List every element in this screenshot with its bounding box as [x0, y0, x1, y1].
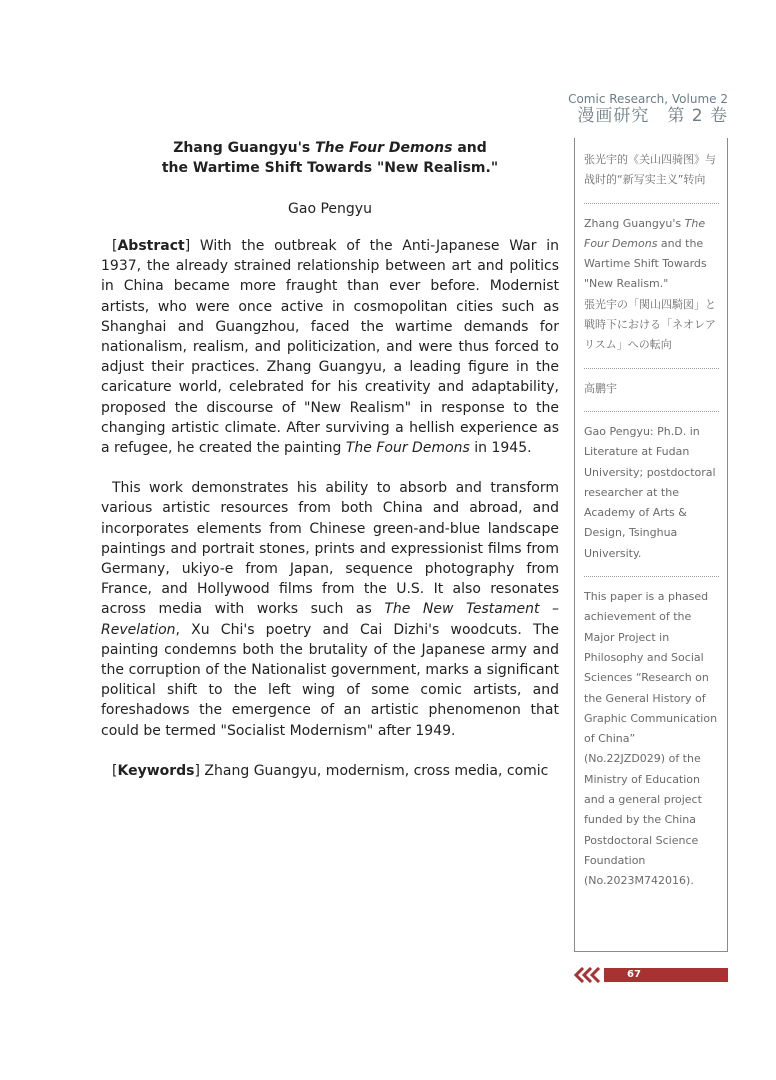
sidebar-divider: [584, 576, 719, 577]
journal-title-en: Comic Research, Volume 2: [568, 92, 728, 106]
keywords-paragraph: [Keywords] Zhang Guangyu, modernism, cross media, comic: [112, 762, 549, 779]
abstract-paragraph: [Abstract] With the outbreak of the Anti-Japanese War in 1937, the already strained relationship between art and politics in China became more fraught than ever before. Modernist artists, who were once active in cosmopolitan cities such as Shanghai and Guangzhou, faced the wartime demands for nationalism, realism, and politicization, and were thus forced to adjust their practices. Zhang Guangyu, a leading figure in the caricature world, celebrated for his creativity and adaptability, proposed the discourse of "New Realism" in response to the changing artistic climate. After surviving a hellish experience as a refugee, he created the painting The Four Demons in 1945.: [101, 238, 559, 457]
journal-header: [568, 92, 728, 126]
sidebar-divider: [584, 203, 719, 204]
sidebar-title-en-pre: Zhang Guangyu's: [584, 216, 685, 230]
article-title: [101, 138, 559, 178]
sidebar-bio: Gao Pengyu: Ph.D. in Literature at Fudan University; postdoctoral researcher at the Academy of Arts & Design, Tsinghua University.: [584, 424, 716, 560]
para2-text-1: This work demonstrates his ability to absorb and transform various artistic resources from both China and abroad, and incorporates elements from Chinese green-and-blue landscape paintings and portrait stones, prints and expressionist films from Germany, ukiyo-e from Japan, sequence photography from France, and Hollywood films from the U.S. It also resonates across media with works such as: [101, 480, 559, 618]
sidebar-titles: [584, 214, 719, 362]
abstract-text-1: With the outbreak of the Anti-Japanese War in 1937, the already strained relationship between art and politics in China became more fraught than ever before. Modernist artists, who were once active in cosmopolitan cities such as Shanghai and Guangzhou, faced the wartime demands for nationalism, realism, and politicization, and were thus forced to adjust their practices. Zhang Guangyu, a leading figure in the caricature world, celebrated for his creativity and adaptability, proposed the discourse of "New Realism" in response to the changing artistic climate. After surviving a hellish experience as a refugee, he created the painting: [101, 238, 559, 457]
page-footer: [574, 967, 728, 983]
body-paragraph: [101, 478, 559, 741]
abstract-italic: The Four Demons: [345, 440, 470, 457]
sidebar-title-en-post: and the Wartime Shift Towards "New Realism.": [584, 236, 707, 291]
title-line1-pre: Zhang Guangyu's: [173, 140, 316, 156]
sidebar-funding: This paper is a phased achievement of the Major Project in Philosophy and Social Sciences “Research on the General History of Graphic Communication of China” (No.22JZD029) of the Ministry of Education and a general project funded by the China Postdoctoral Science Foundation (No.2023M742016).: [584, 590, 718, 888]
sidebar-title-zh: 张光宇的《关山四骑图》与战时的“新写实主义”转向: [584, 153, 716, 187]
para2-text-2: , Xu Chi's poetry and Cai Dizhi's woodcuts. The painting condemns both the brutality of the Japanese army and the corruption of the Nationalist government, marks a significant political shift to the left wing of some comic artists, and foreshadows the emergence of an artistic phenomenon that could be termed "Socialist Modernism" after 1949.: [101, 621, 559, 739]
title-line2: the Wartime Shift Towards "New Realism.": [161, 160, 499, 176]
sidebar-title-en-italic: The Four Demons: [584, 216, 706, 250]
journal-title-zh: 漫画研究 第 2 卷: [577, 106, 728, 126]
sidebar: [574, 138, 728, 952]
keywords-label: Keywords: [117, 762, 195, 779]
chevrons-icon: [574, 967, 608, 983]
title-line1-post: and: [452, 140, 487, 156]
page-number: 67: [627, 969, 641, 980]
title-line1-italic: The Four Demons: [315, 140, 453, 156]
abstract-label: Abstract: [117, 238, 185, 254]
sidebar-title-ja: 張光宇の「関山四騎図」と戦時下における「ネオレアリスム」への転向: [584, 297, 716, 352]
keywords-text: Zhang Guangyu, modernism, cross media, comic: [199, 762, 549, 779]
sidebar-divider: [584, 411, 719, 412]
article-main: [101, 138, 559, 781]
article-author: Gao Pengyu: [288, 201, 372, 217]
sidebar-author-zh: 高鹏宇: [584, 381, 617, 395]
abstract-text-2: in 1945.: [469, 440, 532, 457]
sidebar-divider: [584, 368, 719, 369]
para2-italic: The New Testament – Revelation: [101, 601, 559, 638]
